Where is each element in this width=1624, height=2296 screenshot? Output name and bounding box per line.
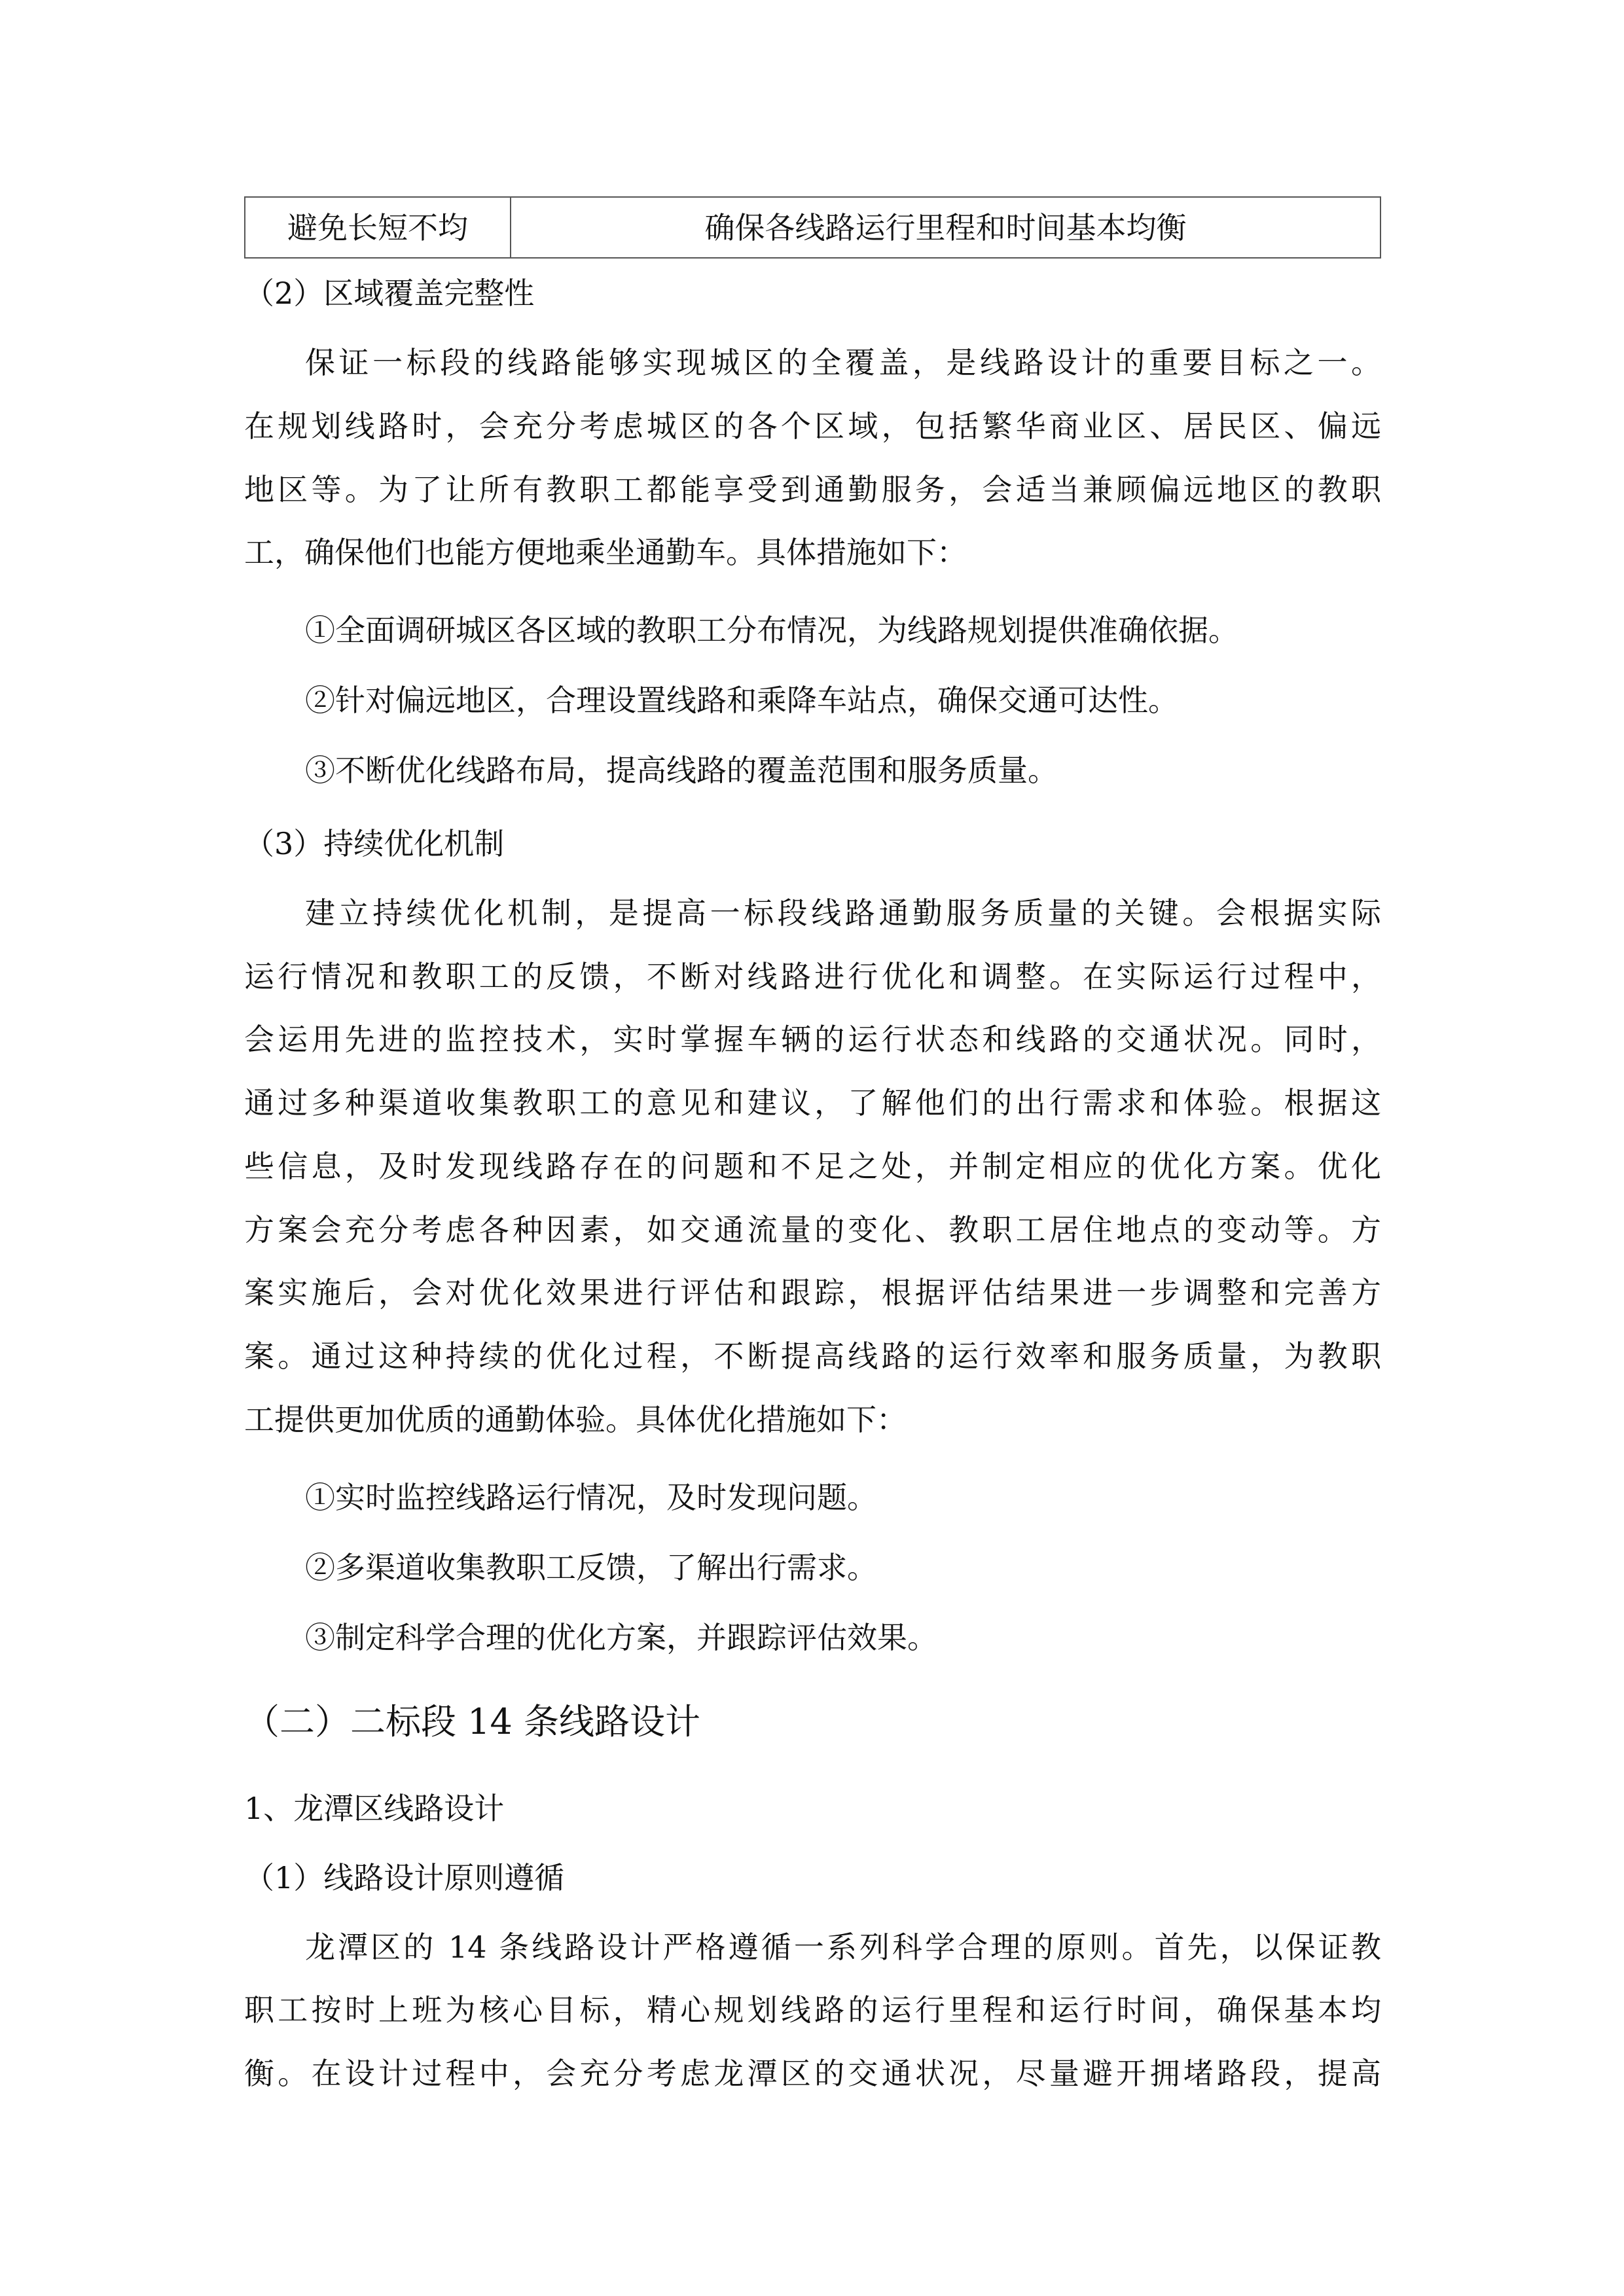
table-cell-description: 确保各线路运行里程和时间基本均衡 — [511, 197, 1380, 258]
list-item: ③不断优化线路布局，提高线路的覆盖范围和服务质量。 — [305, 753, 1058, 788]
paragraph-line: 方案会充分考虑各种因素，如交通流量的变化、教职工居住地点的变动等。方 — [244, 1212, 1381, 1247]
paragraph-line: 案。通过这种持续的优化过程，不断提高线路的运行效率和服务质量，为教职 — [244, 1338, 1381, 1374]
chapter-heading: （二）二标段 14 条线路设计 — [244, 1701, 701, 1742]
paragraph-line: 衡。在设计过程中，会充分考虑龙潭区的交通状况，尽量避开拥堵路段，提高 — [244, 2056, 1381, 2091]
paragraph-line: 会运用先进的监控技术，实时掌握车辆的运行状态和线路的交通状况。同时， — [244, 1022, 1381, 1057]
paragraph-line: 案实施后，会对优化效果进行评估和跟踪，根据评估结果进一步调整和完善方 — [244, 1275, 1381, 1310]
criteria-table — [244, 196, 1381, 259]
sub-heading-principles: （1）线路设计原则遵循 — [244, 1860, 565, 1895]
paragraph-line: 在规划线路时，会充分考虑城区的各个区域，包括繁华商业区、居民区、偏远 — [244, 408, 1381, 444]
paragraph-line: 工，确保他们也能方便地乘坐通勤车。具体措施如下： — [244, 535, 967, 570]
paragraph-line: 保证一标段的线路能够实现城区的全覆盖，是线路设计的重要目标之一。 — [305, 345, 1381, 380]
paragraph-line: 建立持续优化机制，是提高一标段线路通勤服务质量的关键。会根据实际 — [305, 895, 1381, 931]
section-heading-optimization: （3）持续优化机制 — [244, 826, 505, 861]
table-cell-principle: 避免长短不均 — [245, 197, 511, 258]
list-item: ③制定科学合理的优化方案，并跟踪评估效果。 — [305, 1620, 937, 1655]
list-item: ②多渠道收集教职工反馈，了解出行需求。 — [305, 1550, 877, 1585]
paragraph-line: 龙潭区的 14 条线路设计严格遵循一系列科学合理的原则。首先，以保证教 — [305, 1929, 1381, 1965]
subsection-heading: 1、龙潭区线路设计 — [244, 1791, 505, 1826]
section-heading-coverage: （2）区域覆盖完整性 — [244, 276, 535, 311]
paragraph-line: 职工按时上班为核心目标，精心规划线路的运行里程和运行时间，确保基本均 — [244, 1992, 1381, 2028]
paragraph-line: 运行情况和教职工的反馈，不断对线路进行优化和调整。在实际运行过程中， — [244, 959, 1381, 994]
list-item: ①实时监控线路运行情况，及时发现问题。 — [305, 1480, 877, 1515]
list-item: ②针对偏远地区，合理设置线路和乘降车站点，确保交通可达性。 — [305, 683, 1178, 718]
paragraph-line: 工提供更加优质的通勤体验。具体优化措施如下： — [244, 1402, 907, 1437]
table-row — [245, 197, 1380, 258]
paragraph-line: 地区等。为了让所有教职工都能享受到通勤服务，会适当兼顾偏远地区的教职 — [244, 472, 1381, 507]
paragraph-line: 通过多种渠道收集教职工的意见和建议，了解他们的出行需求和体验。根据这 — [244, 1085, 1381, 1121]
paragraph-line: 些信息，及时发现线路存在的问题和不足之处，并制定相应的优化方案。优化 — [244, 1149, 1381, 1184]
list-item: ①全面调研城区各区域的教职工分布情况，为线路规划提供准确依据。 — [305, 613, 1238, 648]
